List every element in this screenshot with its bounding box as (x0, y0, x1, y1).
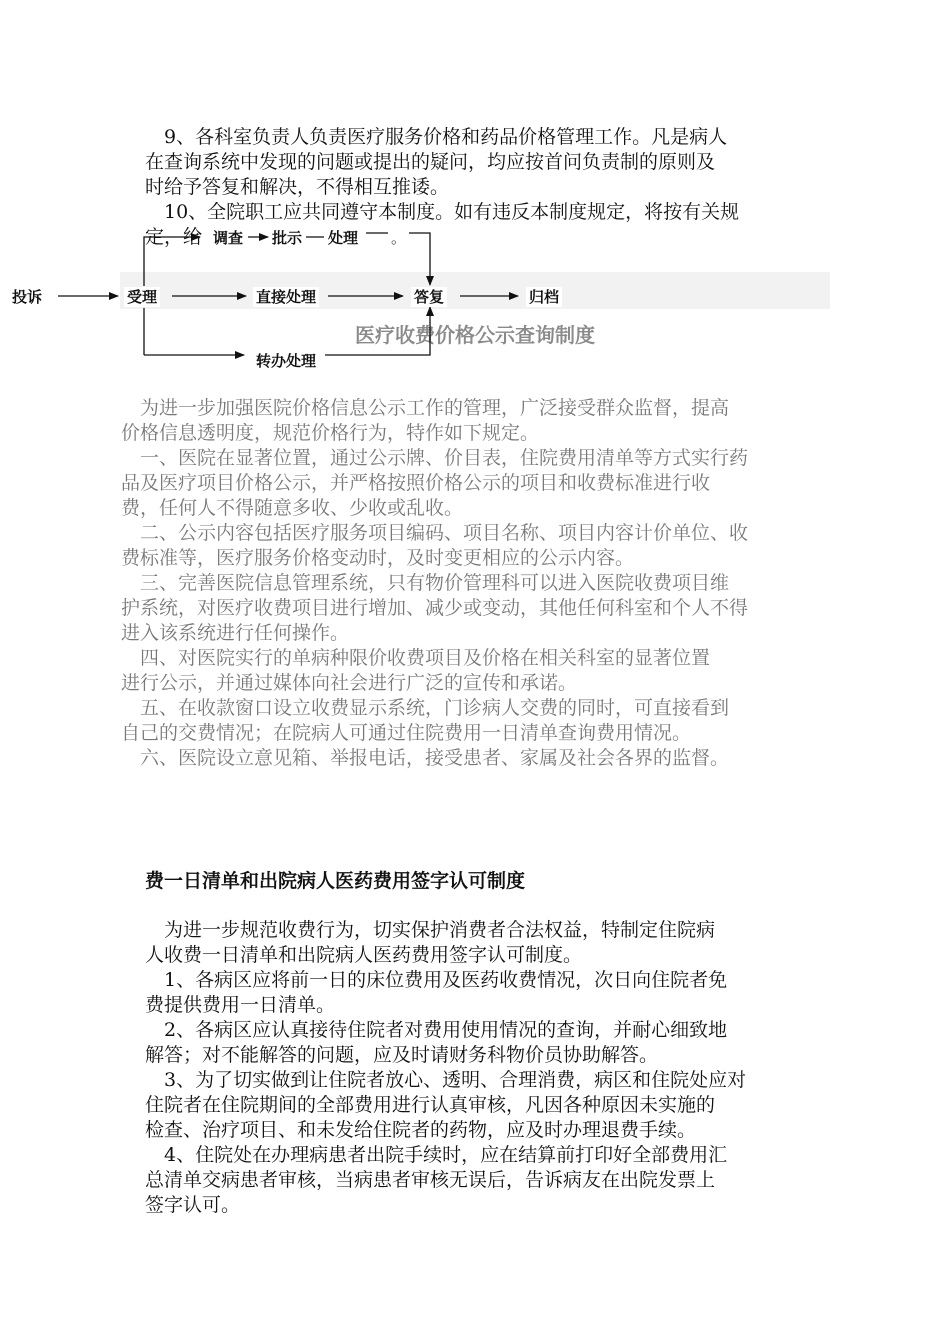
section2-line: 费标准等，医疗服务价格变动时，及时变更相应的公示内容。 (121, 547, 635, 569)
section2-line: 五、在收款窗口设立收费显示系统，门诊病人交费的同时，可直接看到 (121, 697, 730, 719)
section2-line: 价格信息透明度，规范价格行为，特作如下规定。 (121, 422, 540, 444)
section3-text (145, 918, 810, 1218)
flow-node-accept: 受理 (124, 287, 160, 307)
section2-line: 四、对医院实行的单病种限价收费项目及价格在相关科室的显著位置 (121, 647, 711, 669)
section1-line: 在查询系统中发现的问题或提出的疑问，均应按首问负责制的原则及 (145, 151, 716, 173)
section2-text (121, 396, 833, 771)
flow-node-reply: 答复 (411, 287, 447, 307)
section3-title: 费一日清单和出院病人医药费用签字认可制度 (145, 870, 526, 892)
flow-node-transfer: 转办处理 (253, 351, 319, 371)
section2-line: 二、公示内容包括医疗服务项目编码、项目名称、项目内容计价单位、收 (121, 522, 749, 544)
section2-line: 一、医院在显著位置，通过公示牌、价目表，住院费用清单等方式实行药 (121, 447, 749, 469)
section3-line: 3、为了切实做到让住院者放心、透明、合理消费，病区和住院处应对 (145, 1069, 747, 1091)
arrow-transfer-reply (325, 307, 430, 355)
section3-line: 检查、治疗项目、和未发给住院者的药物，应及时办理退费手续。 (145, 1119, 697, 1141)
section3-line: 总清单交病患者审核，当病患者审核无误后，告诉病友在出院发票上 (145, 1169, 716, 1191)
section3-line: 为进一步规范收费行为，切实保护消费者合法权益，特制定住院病 (145, 919, 716, 941)
section2-title: 医疗收费价格公示查询制度 (355, 323, 595, 347)
flow-node-direct: 直接处理 (253, 287, 319, 307)
section2-line: 费，任何人不得随意多收、少收或乱收。 (121, 497, 464, 519)
flowchart-arrows (0, 0, 950, 400)
section2-line: 进入该系统进行任何操作。 (121, 622, 350, 644)
section2-line: 品及医疗项目价格公示，并严格按照价格公示的项目和收费标准进行收 (121, 472, 711, 494)
section1-line: 定，给 (145, 226, 203, 248)
section1-line: 时给予答复和解决，不得相互推诿。 (145, 176, 450, 198)
flow-node-complaint: 投诉 (9, 287, 45, 307)
section2-line: 六、医院设立意见箱、举报电话，接受患者、家属及社会各界的监督。 (121, 747, 730, 769)
section2-line: 进行公示，并通过媒体向社会进行广泛的宣传和承诺。 (121, 672, 578, 694)
section1-line: 9、各科室负责人负责医疗服务价格和药品价格管理工作。凡是病人 (145, 126, 728, 148)
section2-line: 为进一步加强医院价格信息公示工作的管理，广泛接受群众监督，提高 (121, 397, 730, 419)
section2-line: 护系统，对医疗收费项目进行增加、减少或变动，其他任何科室和个人不得 (121, 597, 749, 619)
section3-line: 解答；对不能解答的问题，应及时请财务科物价员协助解答。 (145, 1044, 659, 1066)
section3-line: 人收费一日清单和出院病人医药费用签字认可制度。 (145, 944, 583, 966)
section2-line: 三、完善医院信息管理系统，只有物价管理科可以进入医院收费项目维 (121, 572, 730, 594)
section3-line: 2、各病区应认真接待住院者对费用使用情况的查询，并耐心细致地 (145, 1019, 728, 1041)
section2-line: 自己的交费情况；在院病人可通过住院费用一日清单查询费用情况。 (121, 722, 692, 744)
section3-line: 1、各病区应将前一日的床位费用及医药收费情况，次日向住院者免 (145, 969, 728, 991)
section3-line: 住院者在住院期间的全部费用进行认真审核，凡因各种原因未实施的 (145, 1094, 716, 1116)
section3-line: 签字认可。 (145, 1194, 241, 1216)
flow-node-archive: 归档 (526, 287, 562, 307)
section1-line: 10、全院职工应共同遵守本制度。如有违反本制度规定，将按有关规 (145, 201, 740, 223)
arrow-accept-investigate (144, 237, 200, 286)
flow-node-approve: 批示 (269, 228, 305, 248)
flow-trailing-period: 。 (388, 228, 409, 248)
section3-line: 4、住院处在办理病患者出院手续时，应在结算前打印好全部费用汇 (145, 1144, 728, 1166)
flow-node-investigate: 调查 (210, 228, 246, 248)
flow-node-handle: 处理 (325, 228, 361, 248)
section3-line: 费提供费用一日清单。 (145, 994, 336, 1016)
